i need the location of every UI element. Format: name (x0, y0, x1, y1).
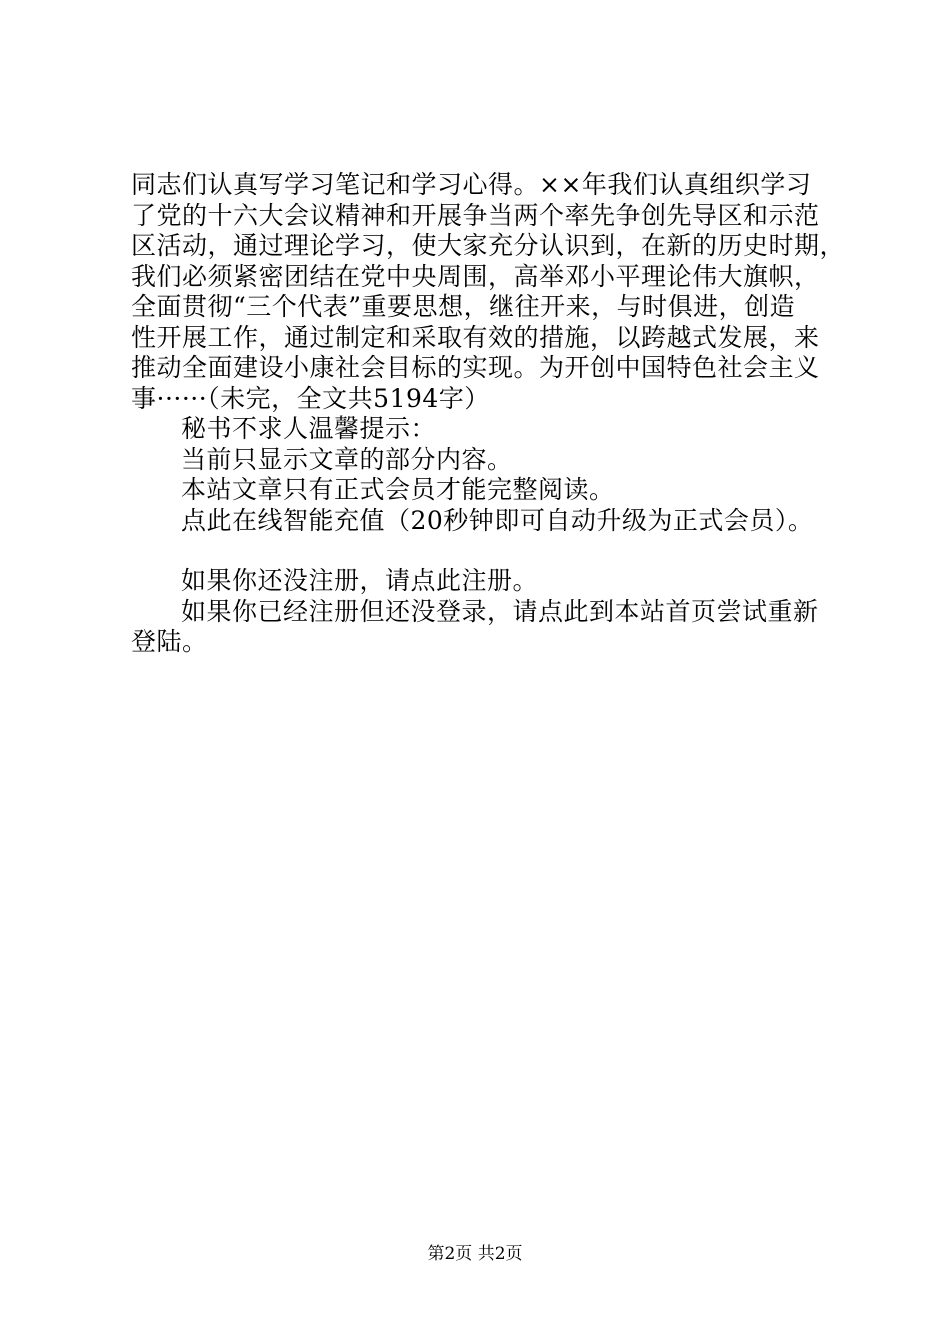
article-paragraph (131, 170, 846, 414)
paragraph-line: 推动全面建设小康社会目标的实现。为开创中国特色社会主义 (131, 353, 820, 382)
notice-partial-content: 当前只显示文章的部分内容。 (181, 444, 513, 474)
paragraph-line: 事······（未完，全文共5194字） (131, 383, 490, 413)
paragraph-line: 性开展工作，通过制定和采取有效的措施，以跨越式发展，来 (131, 322, 820, 352)
paragraph-line: 区活动，通过理论学习，使大家充分认识到，在新的历史时期， (131, 231, 846, 260)
paragraph-line: 全面贯彻“三个代表”重要思想，继往开来，与时俱进，创造 (131, 292, 796, 321)
blank-line (131, 536, 831, 566)
paragraph-line: 了党的十六大会议精神和开展争当两个率先争创先导区和示范 (131, 200, 820, 230)
page-number-footer: 第2页 共2页 (427, 1244, 523, 1264)
recharge-link[interactable]: 点此在线智能充值（20秒钟即可自动升级为正式会员）。 (181, 505, 814, 535)
notice-title: 秘书不求人温馨提示： (181, 414, 437, 443)
register-link[interactable]: 如果你还没注册，请点此注册。 (181, 566, 539, 595)
login-link-continuation[interactable]: 登陆。 (131, 627, 208, 656)
login-link[interactable]: 如果你已经注册但还没登录，请点此到本站首页尝试重新 (181, 596, 819, 626)
paragraph-line: 我们必须紧密团结在党中央周围，高举邓小平理论伟大旗帜， (131, 261, 820, 291)
article-body (131, 170, 846, 658)
paragraph-line: 同志们认真写学习笔记和学习心得。××年我们认真组织学习 (131, 170, 812, 199)
notice-members-only: 本站文章只有正式会员才能完整阅读。 (181, 475, 615, 504)
